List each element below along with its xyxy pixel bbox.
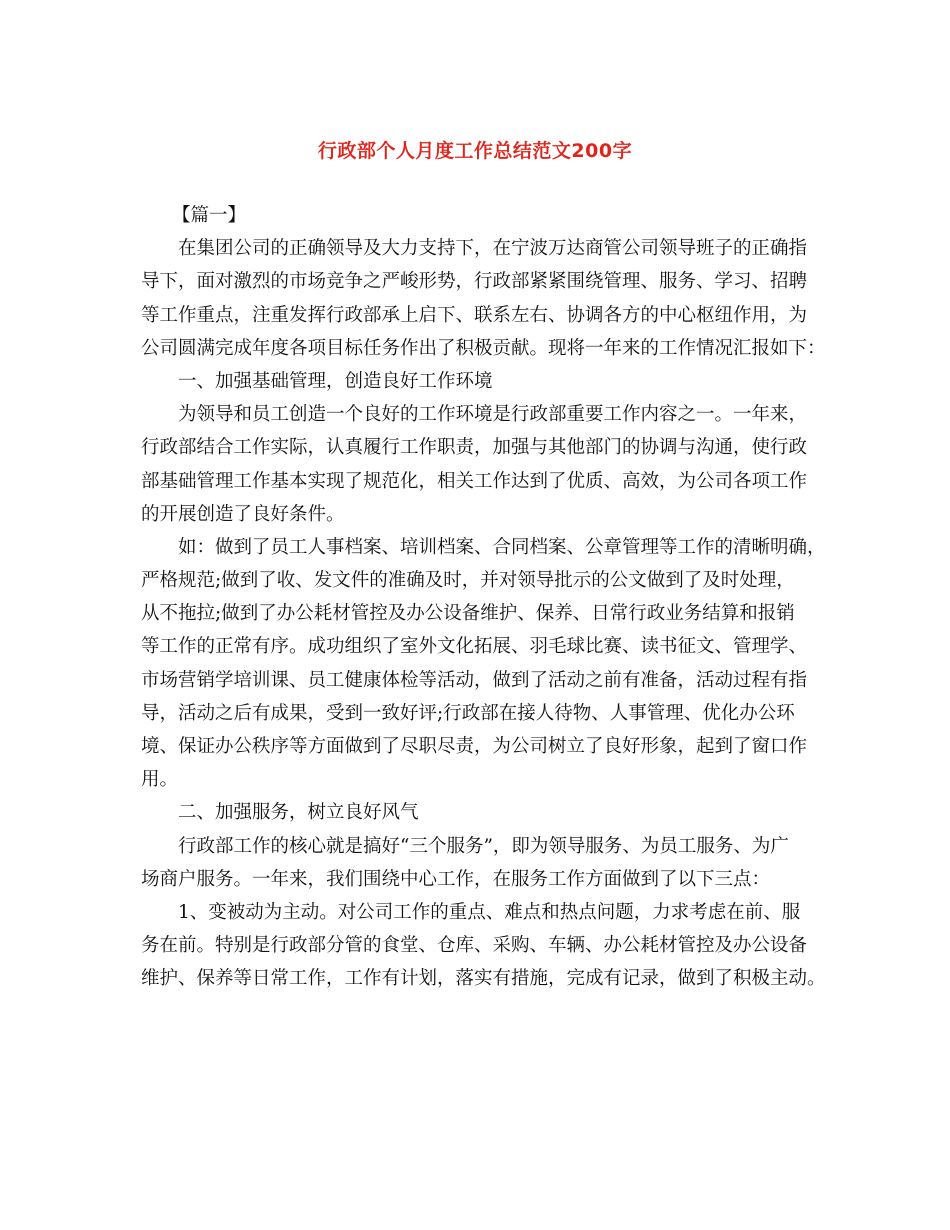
paragraph-line: 等工作的正常有序。成功组织了室外文化拓展、羽毛球比赛、读书征文、管理学、 — [141, 636, 808, 658]
paragraph-line: 维护、保养等日常工作，工作有计划，落实有措施，完成有记录，做到了积极主动。 — [141, 968, 826, 990]
paragraph-line: 为领导和员工创造一个良好的工作环境是行政部重要工作内容之一。一年来， — [178, 404, 808, 426]
paragraph-line: 市场营销学培训课、员工健康体检等活动，做到了活动之前有准备，活动过程有指 — [141, 669, 808, 691]
paragraph-line: 场商户服务。一年来，我们围绕中心工作，在服务工作方面做到了以下三点： — [141, 868, 771, 890]
paragraph-line: 行政部结合工作实际，认真履行工作职责，加强与其他部门的协调与沟通，使行政 — [141, 437, 808, 459]
paragraph-line: 务在前。特别是行政部分管的食堂、仓库、采购、车辆、办公耗材管控及办公设备 — [141, 935, 808, 957]
paragraph-line: 严格规范;做到了收、发文件的准确及时，并对领导批示的公文做到了及时处理， — [141, 570, 795, 592]
paragraph-line: 公司圆满完成年度各项目标任务作出了积极贡献。现将一年来的工作情况汇报如下： — [141, 337, 826, 359]
paragraph-line: 行政部工作的核心就是搞好“三个服务”，即为领导服务、为员工服务、为广 — [178, 835, 789, 857]
paragraph-line: 如：做到了员工人事档案、培训档案、合同档案、公章管理等工作的清晰明确， — [178, 536, 826, 558]
section-heading: 一、加强基础管理，创造良好工作环境 — [178, 370, 493, 392]
paragraph-line: 的开展创造了良好条件。 — [141, 503, 345, 525]
paragraph-line: 1、变被动为主动。对公司工作的重点、难点和热点问题，力求考虑在前、服 — [178, 901, 801, 923]
document-title: 行政部个人月度工作总结范文200字 — [317, 140, 633, 162]
paragraph-line: 在集团公司的正确领导及大力支持下，在宁波万达商管公司领导班子的正确指 — [178, 238, 808, 260]
section-heading: 二、加强服务，树立良好风气 — [178, 802, 419, 824]
section-tag: 【篇一】 — [172, 205, 247, 226]
paragraph-line: 导，活动之后有成果，受到一致好评;行政部在接人待物、人事管理、优化办公环 — [141, 702, 795, 724]
paragraph-line: 用。 — [141, 769, 179, 791]
paragraph-line: 导下，面对激烈的市场竞争之严峻形势，行政部紧紧围绕管理、服务、学习、招聘 — [141, 271, 808, 293]
paragraph-line: 部基础管理工作基本实现了规范化，相关工作达到了优质、高效，为公司各项工作 — [141, 470, 808, 492]
paragraph-line: 境、保证办公秩序等方面做到了尽职尽责，为公司树立了良好形象，起到了窗口作 — [141, 736, 808, 757]
document-body — [141, 199, 827, 996]
paragraph-line: 等工作重点，注重发挥行政部承上启下、联系左右、协调各方的中心枢纽作用，为 — [141, 304, 808, 326]
paragraph-line: 从不拖拉;做到了办公耗材管控及办公设备维护、保养、日常行政业务结算和报销 — [141, 603, 795, 625]
